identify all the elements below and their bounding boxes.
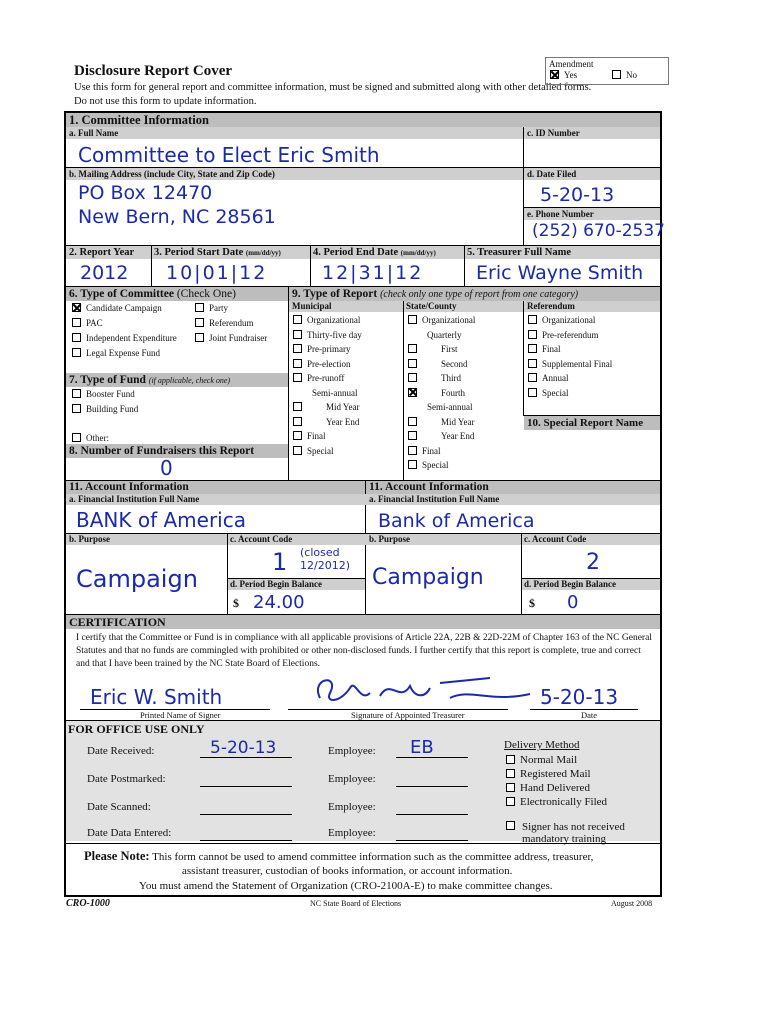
form-title: Disclosure Report Cover bbox=[74, 63, 233, 79]
fund-type-other[interactable]: Other: bbox=[72, 433, 138, 448]
cert-date-label: Date bbox=[581, 710, 598, 720]
checkbox-icon[interactable] bbox=[195, 303, 204, 312]
period-end-value[interactable]: 12|31|12 bbox=[322, 262, 424, 284]
printed-name-label: Printed Name of Signer bbox=[140, 710, 221, 720]
certification-text: I certify that the Committee or Fund is in compliance with all applicable provisions of Article 22A, 22B & 22D-22M of Chapter 163 of the NC General Statutes and that no funds are commingled with prohibited or other non-disclosed funds. I further certify that this report is complete, true and correct and that I have been trained by the NC State Board of Elections. bbox=[76, 633, 652, 669]
id-number-label: c. ID Number bbox=[527, 128, 580, 138]
delivery-registered-mail[interactable]: Registered Mail bbox=[506, 767, 607, 781]
committee-types-col2 bbox=[195, 303, 267, 348]
num-fundraisers-value[interactable]: 0 bbox=[160, 456, 173, 480]
acct2-purpose-value[interactable]: Campaign bbox=[372, 565, 484, 590]
municipal-pre-runoff[interactable]: Pre-runoff bbox=[293, 373, 362, 388]
section-num-fundraisers: 8. Number of Fundraisers this Report bbox=[66, 444, 288, 458]
amendment-no[interactable]: No bbox=[612, 70, 637, 80]
referendum-pre-referendum[interactable]: Pre-referendum bbox=[528, 330, 612, 345]
checkbox-icon[interactable] bbox=[408, 373, 417, 382]
state-third[interactable]: Third bbox=[408, 373, 475, 388]
state-list bbox=[408, 315, 475, 475]
checkbox-icon[interactable] bbox=[506, 769, 515, 778]
acct1-purpose-value[interactable]: Campaign bbox=[76, 565, 198, 593]
checkbox-checked-icon[interactable] bbox=[72, 303, 81, 312]
referendum-organizational[interactable]: Organizational bbox=[528, 315, 612, 330]
checkbox-icon[interactable] bbox=[72, 404, 81, 413]
acct1-code-note: (closed 12/2012) bbox=[300, 546, 350, 572]
acct1-balance-label: d. Period Begin Balance bbox=[230, 579, 322, 589]
acct2-balance-value[interactable]: 0 bbox=[567, 592, 579, 613]
section-committee-info: 1. Committee Information bbox=[66, 113, 660, 127]
employee-label-1: Employee: bbox=[328, 745, 376, 757]
signature-label: Signature of Appointed Treasurer bbox=[351, 710, 465, 720]
checkbox-icon[interactable] bbox=[506, 797, 515, 806]
municipal-special[interactable]: Special bbox=[293, 446, 362, 461]
period-start-value[interactable]: 10|01|12 bbox=[166, 262, 268, 284]
delivery-hand-delivered[interactable]: Hand Delivered bbox=[506, 781, 607, 795]
acct1-code-label: c. Account Code bbox=[230, 534, 293, 544]
checkbox-icon[interactable] bbox=[293, 344, 302, 353]
checkbox-icon[interactable] bbox=[506, 821, 515, 830]
checkbox-icon[interactable] bbox=[72, 433, 81, 442]
state-second[interactable]: Second bbox=[408, 359, 475, 374]
state-year-end[interactable]: Year End bbox=[408, 431, 475, 446]
checkbox-checked-icon[interactable] bbox=[550, 70, 559, 79]
municipal-semi-annual: Semi-annual bbox=[312, 387, 358, 398]
section-account-info-1: 11. Account Information bbox=[66, 481, 365, 494]
checkbox-icon[interactable] bbox=[528, 330, 537, 339]
report-year-value[interactable]: 2012 bbox=[80, 262, 129, 284]
checkbox-icon[interactable] bbox=[408, 359, 417, 368]
referendum-annual[interactable]: Annual bbox=[528, 373, 612, 388]
checkbox-icon[interactable] bbox=[528, 315, 537, 324]
acct2-institution-label: a. Financial Institution Full Name bbox=[369, 494, 500, 504]
date-scanned-label: Date Scanned: bbox=[87, 801, 151, 813]
checkbox-icon[interactable] bbox=[408, 446, 417, 455]
checkbox-icon[interactable] bbox=[72, 348, 81, 357]
committee-type-party[interactable]: Party bbox=[195, 303, 267, 318]
committee-type-independent[interactable]: Independent Expenditure bbox=[72, 333, 177, 348]
amendment-label: Amendment bbox=[549, 59, 594, 69]
phone-label: e. Phone Number bbox=[527, 209, 594, 219]
municipal-final[interactable]: Final bbox=[293, 431, 362, 446]
state-organizational[interactable]: Organizational bbox=[408, 315, 475, 330]
acct1-code-value[interactable]: 1 bbox=[272, 548, 288, 576]
footer-form-code: CRO-1000 bbox=[66, 898, 110, 909]
amendment-yes[interactable]: Yes bbox=[550, 70, 577, 80]
section-certification: CERTIFICATION bbox=[66, 615, 660, 629]
date-postmarked-label: Date Postmarked: bbox=[87, 773, 166, 785]
municipal-list bbox=[293, 315, 362, 460]
checkbox-icon[interactable] bbox=[293, 431, 302, 440]
referendum-supplemental-final[interactable]: Supplemental Final bbox=[528, 359, 612, 374]
referendum-final[interactable]: Final bbox=[528, 344, 612, 359]
period-end-label: 4. Period End Date (mm/dd/yy) bbox=[313, 247, 436, 258]
employee-label-2: Employee: bbox=[328, 773, 376, 785]
state-special[interactable]: Special bbox=[408, 460, 475, 475]
full-name-value[interactable]: Committee to Elect Eric Smith bbox=[78, 143, 380, 167]
treasurer-signature[interactable] bbox=[300, 668, 540, 710]
note-line-1: Please Note: This form cannot be used to amend committee information such as the committee address, treasurer, bbox=[84, 849, 594, 863]
checkbox-icon[interactable] bbox=[506, 755, 515, 764]
printed-name-value[interactable]: Eric W. Smith bbox=[90, 685, 223, 709]
municipal-pre-election[interactable]: Pre-election bbox=[293, 359, 362, 374]
date-received-value[interactable]: 5-20-13 bbox=[210, 738, 277, 758]
acct2-purpose-label: b. Purpose bbox=[369, 534, 411, 544]
committee-type-referendum[interactable]: Referendum bbox=[195, 318, 267, 333]
date-filed-label: d. Date Filed bbox=[527, 169, 577, 179]
amendment-box bbox=[545, 57, 669, 85]
committee-types-col1 bbox=[72, 303, 177, 363]
note-line-2: assistant treasurer, custodian of books information, or account information. bbox=[182, 865, 513, 877]
report-year-label: 2. Report Year bbox=[69, 247, 135, 258]
checkbox-icon[interactable] bbox=[293, 330, 302, 339]
acct1-institution-label: a. Financial Institution Full Name bbox=[69, 494, 200, 504]
date-filed-value[interactable]: 5-20-13 bbox=[540, 184, 615, 206]
acct1-balance-value[interactable]: 24.00 bbox=[253, 592, 305, 613]
address-line-2[interactable]: New Bern, NC 28561 bbox=[78, 206, 276, 228]
checkbox-icon[interactable] bbox=[72, 318, 81, 327]
signer-training[interactable]: Signer has not received mandatory training bbox=[506, 821, 646, 845]
checkbox-icon[interactable] bbox=[408, 315, 417, 324]
checkbox-icon[interactable] bbox=[293, 446, 302, 455]
acct1-dollar: $ bbox=[233, 596, 239, 610]
checkbox-icon[interactable] bbox=[72, 389, 81, 398]
state-first[interactable]: First bbox=[408, 344, 475, 359]
date-entered-label: Date Data Entered: bbox=[87, 827, 172, 839]
checkbox-icon[interactable] bbox=[293, 359, 302, 368]
acct1-purpose-label: b. Purpose bbox=[69, 534, 111, 544]
fund-types bbox=[72, 389, 138, 448]
col-referendum: Referendum bbox=[527, 301, 575, 311]
referendum-special[interactable]: Special bbox=[528, 388, 612, 403]
acct1-institution-value[interactable]: BANK of America bbox=[76, 508, 246, 532]
acct2-balance-label: d. Period Begin Balance bbox=[524, 579, 616, 589]
checkbox-icon[interactable] bbox=[408, 460, 417, 469]
phone-value[interactable]: (252) 670-2537 bbox=[532, 221, 665, 241]
checkbox-icon[interactable] bbox=[72, 333, 81, 342]
state-quarterly: Quarterly bbox=[427, 329, 462, 340]
municipal-thirty-five-day[interactable]: Thirty-five day bbox=[293, 330, 362, 345]
checkbox-icon[interactable] bbox=[293, 373, 302, 382]
delivery-method-label: Delivery Method bbox=[504, 739, 580, 751]
acct2-code-value[interactable]: 2 bbox=[586, 550, 600, 575]
treasurer-label: 5. Treasurer Full Name bbox=[467, 247, 572, 258]
checkbox-icon[interactable] bbox=[528, 344, 537, 353]
checkbox-icon[interactable] bbox=[408, 344, 417, 353]
footer-agency: NC State Board of Elections bbox=[310, 899, 402, 908]
cert-date-value[interactable]: 5-20-13 bbox=[540, 685, 619, 709]
delivery-normal-mail[interactable]: Normal Mail bbox=[506, 753, 607, 767]
employee-value-1[interactable]: EB bbox=[410, 737, 434, 758]
committee-type-joint[interactable]: Joint Fundraiser bbox=[195, 333, 267, 348]
checkbox-icon[interactable] bbox=[506, 783, 515, 792]
checkbox-icon[interactable] bbox=[293, 315, 302, 324]
checkbox-icon[interactable] bbox=[408, 417, 417, 426]
date-received-label: Date Received: bbox=[87, 745, 155, 757]
committee-type-pac[interactable]: PAC bbox=[72, 318, 177, 333]
state-fourth[interactable]: Fourth bbox=[408, 388, 475, 403]
note-line-3: You must amend the Statement of Organization (CRO-2100A-E) to make committee changes. bbox=[139, 880, 553, 892]
state-final[interactable]: Final bbox=[408, 446, 475, 461]
checkbox-icon[interactable] bbox=[528, 373, 537, 382]
acct2-code-label: c. Account Code bbox=[524, 534, 587, 544]
col-state: State/County bbox=[406, 301, 457, 311]
checkbox-icon[interactable] bbox=[195, 333, 204, 342]
employee-label-3: Employee: bbox=[328, 801, 376, 813]
committee-type-legal[interactable]: Legal Expense Fund bbox=[72, 348, 177, 363]
section-type-committee: 6. Type of Committee (Check One) bbox=[66, 287, 288, 301]
state-mid-year[interactable]: Mid Year bbox=[408, 417, 475, 432]
address-line-1[interactable]: PO Box 12470 bbox=[78, 182, 213, 204]
checkbox-icon[interactable] bbox=[528, 388, 537, 397]
checkbox-icon[interactable] bbox=[612, 70, 621, 79]
referendum-list bbox=[528, 315, 612, 402]
fund-type-booster[interactable]: Booster Fund bbox=[72, 389, 138, 404]
instruction-line-1: Use this form for general report and committee information, must be signed and submitted along with other detailed forms. bbox=[74, 82, 592, 93]
municipal-year-end[interactable]: Year End bbox=[293, 417, 362, 432]
acct2-dollar: $ bbox=[529, 596, 535, 610]
treasurer-value[interactable]: Eric Wayne Smith bbox=[476, 262, 644, 284]
col-municipal: Municipal bbox=[292, 301, 332, 311]
footer-date: August 2008 bbox=[611, 899, 653, 908]
section-account-info-2: 11. Account Information bbox=[366, 481, 660, 494]
section-special-report-name: 10. Special Report Name bbox=[524, 416, 660, 430]
period-start-label: 3. Period Start Date (mm/dd/yy) bbox=[154, 247, 281, 258]
state-semi-annual: Semi-annual bbox=[427, 402, 473, 412]
section-type-report: 9. Type of Report (check only one type of report from one category) bbox=[289, 287, 660, 301]
instruction-line-2: Do not use this form to update information. bbox=[74, 96, 257, 107]
checkbox-icon[interactable] bbox=[195, 318, 204, 327]
checkbox-icon[interactable] bbox=[528, 359, 537, 368]
full-name-label: a. Full Name bbox=[69, 128, 119, 138]
checkbox-icon[interactable] bbox=[293, 417, 302, 426]
municipal-mid-year[interactable]: Mid Year bbox=[293, 402, 362, 417]
acct2-institution-value[interactable]: Bank of America bbox=[378, 510, 535, 532]
employee-label-4: Employee: bbox=[328, 827, 376, 839]
section-office-use: FOR OFFICE USE ONLY bbox=[68, 722, 205, 736]
municipal-pre-primary[interactable]: Pre-primary bbox=[293, 344, 362, 359]
delivery-electronically-filed[interactable]: Electronically Filed bbox=[506, 795, 607, 809]
municipal-organizational[interactable]: Organizational bbox=[293, 315, 362, 330]
section-type-fund: 7. Type of Fund (if applicable, check one) bbox=[66, 373, 288, 387]
mailing-address-label: b. Mailing Address (include City, State and Zip Code) bbox=[69, 169, 275, 179]
checkbox-icon[interactable] bbox=[293, 402, 302, 411]
committee-type-candidate[interactable]: Candidate Campaign bbox=[72, 303, 177, 318]
checkbox-icon[interactable] bbox=[408, 431, 417, 440]
delivery-methods bbox=[506, 753, 607, 809]
checkbox-checked-icon[interactable] bbox=[408, 388, 417, 397]
fund-type-building[interactable]: Building Fund bbox=[72, 404, 138, 419]
